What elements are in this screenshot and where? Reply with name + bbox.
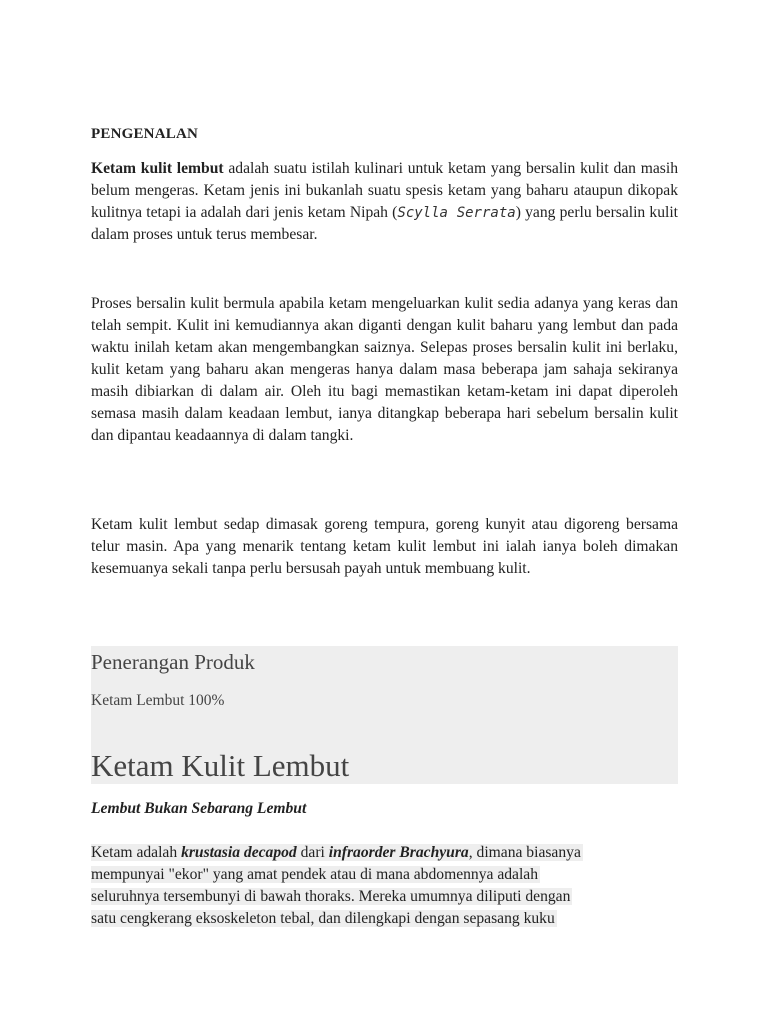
line1-a: Ketam adalah xyxy=(91,844,182,861)
intro-paragraph-3: Ketam kulit lembut sedap dimasak goreng tempura, goreng kunyit atau digoreng bersama telur masin. Apa yang menarik tentang ketam kulit lembut ini ialah ianya boleh dimakan kesemuanya sekali tanpa perlu bersusah payah untuk membuang kulit. xyxy=(91,516,678,577)
hl-line-1 xyxy=(91,842,678,864)
intro-paragraph-1 xyxy=(91,158,678,246)
hl-line-2 xyxy=(91,864,678,886)
line1-c: dari xyxy=(296,844,329,861)
hl-line-3 xyxy=(91,886,678,908)
line1-e: , dimana biasanya xyxy=(468,844,581,861)
p1-text-b: ) yang perlu bersalin kulit dalam proses untuk terus membesar. xyxy=(91,204,678,243)
hl-line-4 xyxy=(91,908,678,930)
product-title: Penerangan Produk xyxy=(91,650,255,674)
intro-paragraph-2: Proses bersalin kulit bermula apabila ketam mengeluarkan kulit sedia adanya yang keras dan telah sempit. Kulit ini kemudiannya akan diganti dengan kulit baharu yang lembut dan pada waktu inilah ketam akan mengembangkan saiznya. Selepas proses bersalin kulit ini berlaku, kulit ketam yang baharu akan mengeras hanya dalam masa beberapa jam sahaja sekiranya masih dibiarkan di dalam air. Oleh itu bagi memastikan ketam-ketam ini dapat diperoleh semasa masih dalam keadaan lembut, ianya ditangkap beberapa hari sebelum bersalin kulit dan dipantau keadaannya di dalam tangki. xyxy=(91,295,678,444)
p1-text-a: adalah suatu istilah kulinari untuk ketam yang bersalin kulit dan masih belum mengeras. Ketam jenis ini bukanlah suatu spesis ketam yang baharu ataupun dikopak kulitnya tetapi ia adalah dari jenis ketam Nipah ( xyxy=(91,160,678,221)
product-subtitle: Ketam Lembut 100% xyxy=(91,692,225,709)
scientific-name: Scylla Serrata xyxy=(397,205,516,221)
intro-heading: PENGENALAN xyxy=(91,126,199,142)
term-bold: Ketam kulit lembut xyxy=(91,160,224,177)
line4-text: satu cengkerang eksoskeleton tebal, dan dilengkapi dengan sepasang kuku xyxy=(91,910,555,927)
line3-text: seluruhnya tersembunyi di bawah thoraks. Mereka umumnya diliputi dengan xyxy=(91,888,571,905)
product-big-title: Ketam Kulit Lembut xyxy=(91,748,350,783)
line1-term-2: infraorder Brachyura xyxy=(328,844,469,861)
section-sub-heading: Lembut Bukan Sebarang Lembut xyxy=(91,800,307,817)
line1-term-1: krustasia decapod xyxy=(181,844,297,861)
highlighted-paragraph xyxy=(91,842,678,930)
line2-text: mempunyai "ekor" yang amat pendek atau di mana abdomennya adalah xyxy=(91,866,539,883)
